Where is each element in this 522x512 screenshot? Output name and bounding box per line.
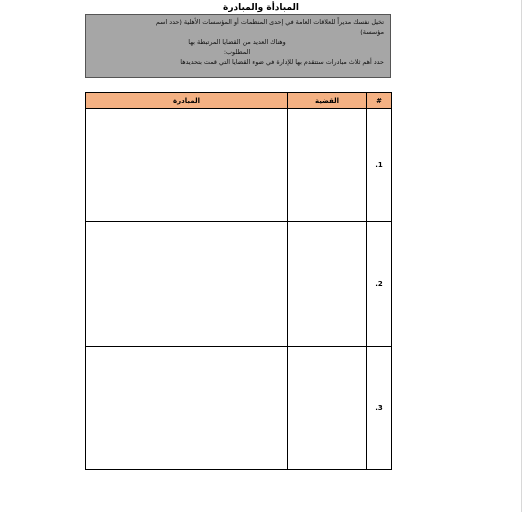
table-row [86, 109, 392, 222]
task-line-2: مؤسسة) [360, 28, 384, 36]
initiatives-table [85, 92, 392, 470]
row-number: 2. [367, 222, 392, 347]
task-instructions-box [85, 14, 391, 78]
table-row [86, 347, 392, 470]
issue-cell[interactable] [288, 222, 367, 347]
task-line-1: تخيل نفسك مديراً للعلاقات العامة في إحدى المنظمات أو المؤسسات الأهلية (حدد اسم [155, 18, 384, 26]
header-initiative: المبادرة [86, 93, 288, 109]
task-line-3: وهناك العديد من القضايا المرتبطة بها [188, 38, 286, 46]
table-header-row [86, 93, 392, 109]
page-title: المبادأة والمبادرة [223, 3, 299, 13]
row-number: 1. [367, 109, 392, 222]
task-line-4: المطلوب: [223, 48, 251, 56]
initiative-cell[interactable] [86, 109, 288, 222]
issue-cell[interactable] [288, 347, 367, 470]
task-line-5: حدد أهم ثلاث مبادرات ستتقدم بها للإدارة في ضوء القضايا التي قمت بتحديدها [180, 58, 384, 66]
header-issue: القضية [288, 93, 367, 109]
table-row [86, 222, 392, 347]
header-number: # [367, 93, 392, 109]
initiative-cell[interactable] [86, 222, 288, 347]
row-number: 3. [367, 347, 392, 470]
issue-cell[interactable] [288, 109, 367, 222]
initiative-cell[interactable] [86, 347, 288, 470]
